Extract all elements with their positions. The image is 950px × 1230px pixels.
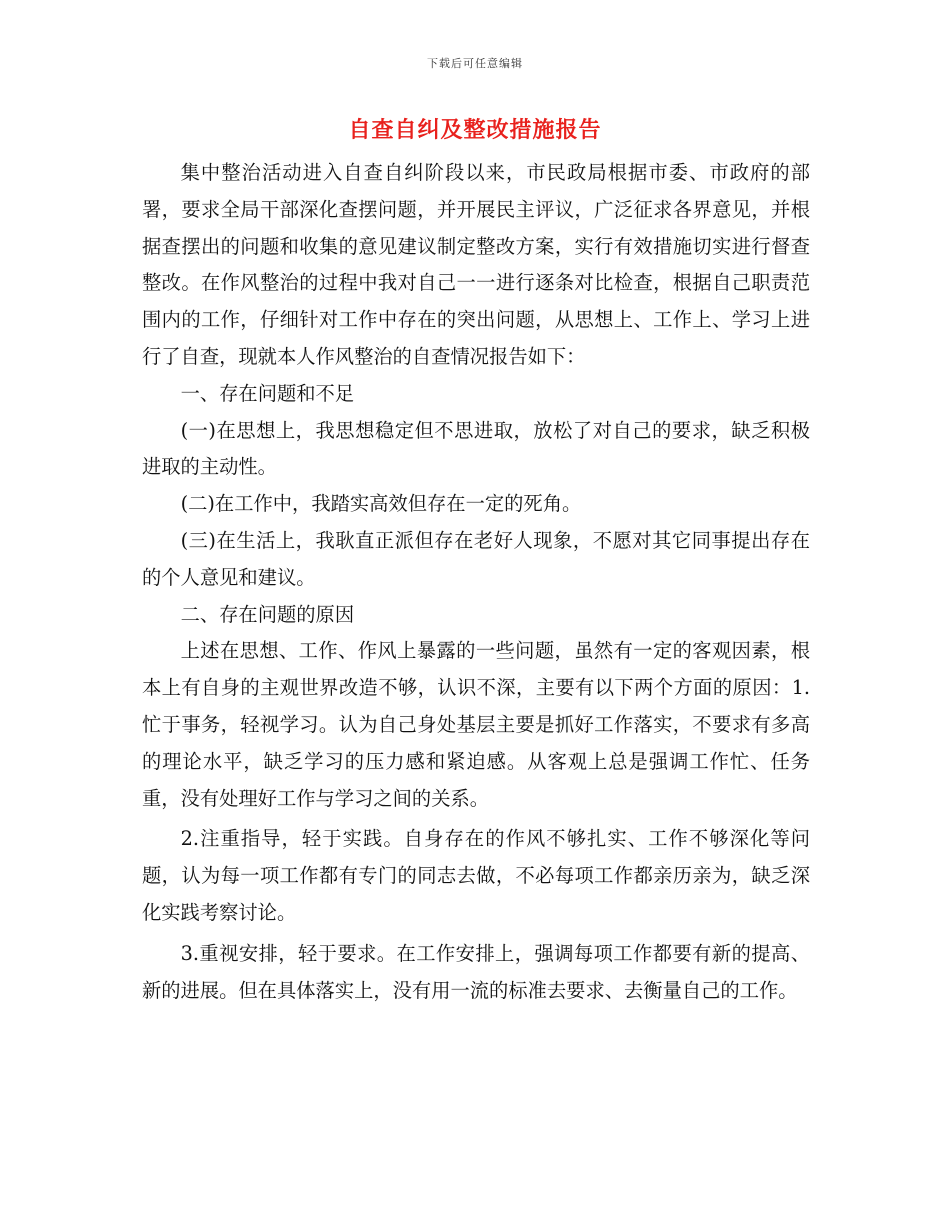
paragraph-cause-3: 3.重视安排，轻于要求。在工作安排上，强调每项工作都要有新的提高、新的进展。但在具体落实上，没有用一流的标准去要求、去衡量自己的工作。 xyxy=(142,941,810,1002)
section-heading-causes: 二、存在问题的原因 xyxy=(180,602,355,626)
paragraph-cause-2: 2.注重指导，轻于实践。自身存在的作风不够扎实、工作不够深化等问题，认为每一项工作都有专门的同志去做，不必每项工作都亲历亲为，缺乏深化实践考察讨论。 xyxy=(142,827,810,924)
paragraph-item-3: (三)在生活上，我耿直正派但存在老好人现象，不愿对其它同事提出存在的个人意见和建议。 xyxy=(142,528,810,589)
paragraph-item-1: (一)在思想上，我思想稳定但不思进取，放松了对自己的要求，缺乏积极进取的主动性。 xyxy=(142,418,810,479)
document-title: 自查自纠及整改措施报告 xyxy=(348,118,602,143)
section-heading-problems: 一、存在问题和不足 xyxy=(180,381,355,405)
header-note: 下载后可任意编辑 xyxy=(427,57,523,70)
paragraph-item-2: (二)在工作中，我踏实高效但存在一定的死角。 xyxy=(180,492,582,516)
paragraph-causes: 上述在思想、工作、作风上暴露的一些问题，虽然有一定的客观因素，根本上有自身的主观世界改造不够，认识不深，主要有以下两个方面的原因：1.忙于事务，轻视学习。认为自己身处基层主要是抓好工作落实，不要求有多高的理论水平，缺乏学习的压力感和紧迫感。从客观上总是强调工作忙、任务重，没有处理好工作与学习之间的关系。 xyxy=(142,639,810,810)
document-body xyxy=(142,155,810,1009)
paragraph-intro: 集中整治活动进入自查自纠阶段以来，市民政局根据市委、市政府的部署，要求全局干部深化查摆问题，并开展民主评议，广泛征求各界意见，并根据查摆出的问题和收集的意见建议制定整改方案，实行有效措施切实进行督查整改。在作风整治的过程中我对自己一一进行逐条对比检查，根据自己职责范围内的工作，仔细针对工作中存在的突出问题，从思想上、工作上、学习上进行了自查，现就本人作风整治的自查情况报告如下： xyxy=(142,161,810,368)
